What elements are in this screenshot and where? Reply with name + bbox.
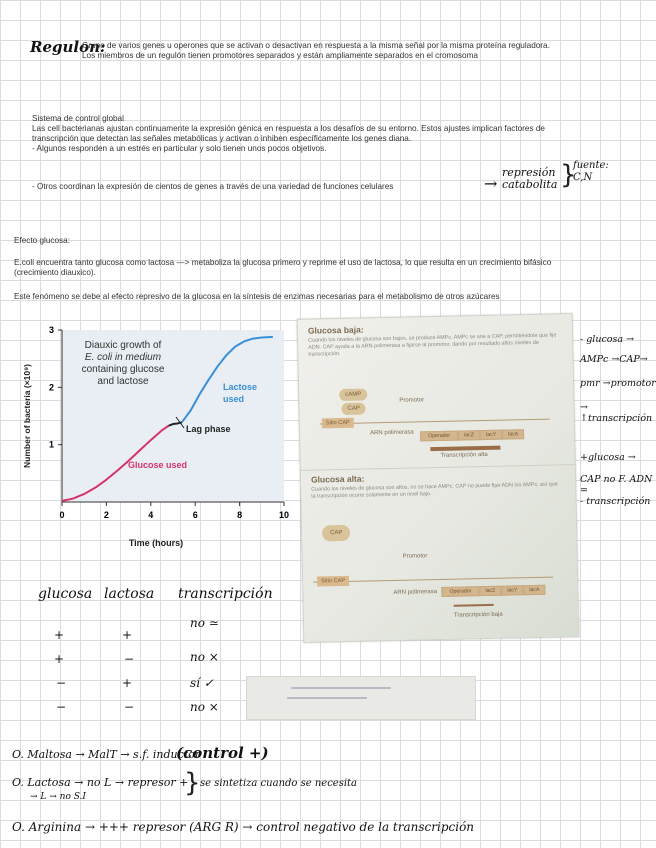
note-promotor: pmr →promotor (580, 378, 656, 389)
photo-glucosa-baja-title: Glucosa baja: (307, 324, 364, 336)
note-menos-transcripcion: - transcripción (580, 496, 651, 507)
photo-dna-2 (313, 577, 553, 583)
note-control-positivo: (control +) (176, 744, 269, 762)
photo-laca-1: lacA (502, 429, 524, 439)
x-tick-label: 6 (192, 510, 198, 520)
regulon-definition: Grupo de varios genes u operones que se activan o desactivan en respuesta a la misma señal por la misma proteína reguladora. Los miembros de un regulón tienen promotores separados y están ampliamente separados en el cromosoma (82, 41, 550, 60)
label-lactose-used: used (223, 394, 245, 404)
table-cell: − (56, 700, 67, 714)
regulon-heading: Regulon: (30, 38, 106, 56)
photo-arrow-alta (430, 446, 500, 451)
x-tick-label: 4 (148, 510, 154, 520)
x-tick-label: 0 (59, 510, 65, 520)
photo-arn-pol-1: ARN polimerasa (369, 429, 414, 437)
blur-line (287, 697, 367, 699)
sistema-bullet-1: - Algunos responden a un estrés en particular y solo tienen unos pocos objetivos. (32, 144, 327, 153)
note-se-sintetiza: se sintetiza cuando se necesita (200, 778, 358, 789)
note-menos-glucosa: - glucosa → (580, 334, 635, 345)
photo-operador-1: Operador (420, 431, 458, 442)
table-cell: − (124, 652, 135, 666)
slide-photo (297, 313, 580, 643)
brace-icon: } (184, 768, 201, 798)
chart-title-line-3: containing glucose (81, 364, 165, 375)
blur-line (291, 687, 391, 689)
photo-lacz-1: lacZ (458, 430, 480, 440)
photo-arrow-baja (454, 604, 494, 607)
photo-glucosa-baja-text: Cuando los niveles de glucosa son bajos, se produce AMPc. AMPc se une a CAP, permitiéndole que fije ADN. CAP ayuda a la ARN polimerasa a fijarse al promotor, dando por resultado altos niveles de transcripción. (308, 332, 557, 358)
note-catabolita: catabolita (502, 178, 558, 191)
table-cell: + (54, 628, 65, 642)
label-glucose-used: Glucose used (128, 460, 188, 470)
x-tick-label: 10 (278, 510, 290, 520)
y-tick-label: 3 (48, 325, 54, 335)
note-cn: C,N (573, 172, 593, 183)
table-cell: no × (190, 700, 219, 714)
table-cell: no ≃ (190, 616, 219, 630)
photo-lacz-2: lacZ (479, 586, 501, 596)
note-lactosa-2: → L → no S.I (30, 792, 86, 802)
blurred-photo-note (246, 676, 476, 720)
photo-operador-2: Operador (441, 586, 479, 597)
y-tick-label: 2 (48, 382, 54, 393)
x-axis-label: Time (hours) (128, 538, 184, 548)
photo-promotor-2: Promotor (402, 553, 428, 560)
note-fuente-label: fuente: (573, 160, 609, 171)
table-cell: sí ✓ (190, 676, 214, 690)
photo-arn-pol-2: ARN polimerasa (393, 589, 438, 596)
note-fuente (573, 160, 609, 184)
sistema-title: Sistema de control global (32, 114, 124, 123)
photo-cap-1: CAP (341, 402, 366, 415)
photo-laca-2: lacA (523, 585, 545, 595)
chart-title-line-4: and lactose (97, 376, 149, 387)
table-header-glucosa: glucosa (38, 586, 93, 602)
y-tick-label: 1 (48, 439, 54, 450)
photo-cap-2: CAP (322, 525, 351, 542)
photo-promotor-1: Promotor (399, 397, 425, 404)
photo-divider (301, 464, 575, 471)
photo-transcripcion-baja: Transcripción baja (453, 611, 503, 619)
efecto-fenomeno: Este fenómeno se debe al efecto represivo de la glucosa en la síntesis de enzimas necesarias para el metabolismo de otros azúcares (14, 292, 500, 301)
table-cell: no × (190, 650, 219, 664)
photo-lacy-1: lacY (480, 430, 502, 440)
x-tick-label: 8 (237, 510, 243, 520)
photo-sitio-cap-1: Sitio CAP (322, 418, 354, 429)
brace-icon: } (560, 160, 577, 190)
table-cell: − (124, 700, 135, 714)
note-lactosa: O. Lactosa → no L → represor + (12, 776, 189, 789)
photo-glucosa-alta-text: Cuando los niveles de glucosa son altos, no se hace AMPc. CAP no puede fijar ADN sin AMPc, así que la transcripción ocurre solamente en un nivel bajo. (311, 481, 558, 500)
note-mas-transcripcion: → ↑transcripción (580, 402, 653, 424)
note-arginina: O. Arginina → +++ represor (ARG R) → control negativo de la transcripción (12, 820, 475, 834)
label-lactose: Lactose (223, 382, 258, 392)
table-cell: + (122, 676, 133, 690)
x-tick-label: 2 (103, 510, 109, 520)
note-maltosa: O. Maltosa → MalT → s.f. inductor (12, 748, 201, 761)
chart-title-line-2: E. coli in medium (84, 352, 162, 363)
chart-title-line-1: Diauxic growth of (84, 340, 162, 351)
table-cell: − (56, 676, 67, 690)
table-header-lactosa: lactosa (104, 586, 155, 602)
table-header-transcripcion: transcripción (178, 586, 273, 602)
y-axis-label: Number of bacteria (×10⁹) (22, 364, 32, 468)
diauxic-growth-chart (18, 322, 294, 554)
photo-camp: cAMP (339, 388, 367, 401)
efecto-title: Efecto glucosa: (14, 236, 70, 245)
note-ampc-cap: AMPc →CAP→ (580, 354, 648, 365)
efecto-ecoli: E.coli encuentra tanto glucosa como lactosa —> metaboliza la glucosa primero y reprime el uso de lactosa, lo que resulta en un crecimiento bifásico (crecimiento diauxico). (14, 258, 552, 277)
photo-dna-1 (320, 419, 550, 425)
sistema-body: Las cell bacterianas ajustan continuamente la expresión génica en respuesta a los desafíos de su entorno. Estos ajustes implican factores de transcripción que detectan las señales metabólicas y activan o inhiben específicamente los genes diana. (32, 124, 545, 143)
photo-sitio-cap-2: Sitio CAP (317, 576, 349, 587)
photo-transcripcion-alta: Transcripción alta (440, 451, 488, 459)
photo-glucosa-alta-title: Glucosa alta: (310, 473, 365, 485)
sistema-bullet-2: - Otros coordinan la expresión de cientos de genes a través de una variedad de funciones celulares (32, 182, 394, 191)
arrow-right-icon: → (484, 174, 498, 193)
note-cap-no-fija: CAP no F. ADN = (580, 474, 653, 496)
note-represion-catabolita (502, 167, 557, 191)
photo-lacy-2: lacY (501, 585, 523, 595)
note-represion: represión (502, 166, 556, 179)
sistema-section (32, 114, 592, 154)
table-cell: + (122, 628, 133, 642)
table-cell: + (54, 652, 65, 666)
label-lag-phase: Lag phase (186, 424, 231, 434)
note-mas-glucosa: +glucosa → (580, 452, 636, 463)
